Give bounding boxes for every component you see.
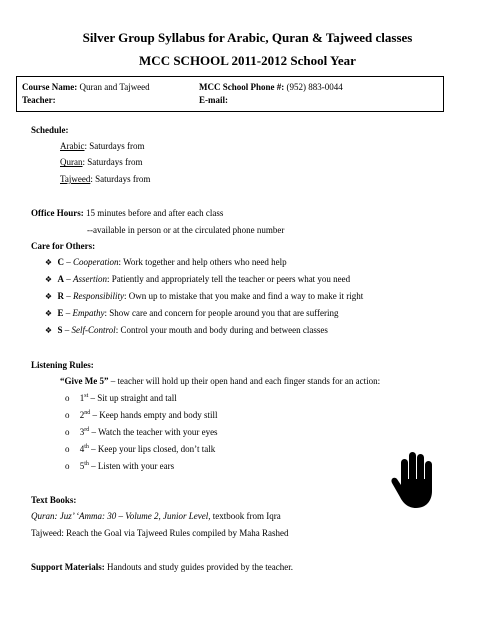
- care-letter: S: [57, 325, 63, 335]
- care-letter: C: [57, 257, 64, 267]
- office-hours-label: Office Hours:: [31, 208, 84, 218]
- office-hours-text: 15 minutes before and after each class: [83, 208, 224, 218]
- care-item: ❖ E – Empathy: Show care and concern for people around you that are suffering: [44, 308, 339, 318]
- support-materials-line: [31, 562, 293, 572]
- phone-line: [199, 82, 343, 92]
- schedule-item: [60, 141, 145, 151]
- rule-number: 4: [79, 444, 85, 454]
- course-name-line: [22, 82, 150, 92]
- care-item: ❖ C – Cooperation: Work together and help others who need help: [44, 257, 287, 267]
- care-term: Responsibility: [73, 291, 124, 301]
- office-hours-line: [31, 208, 223, 218]
- rule-number: 1: [79, 393, 85, 403]
- circle-bullet-icon: o: [65, 393, 70, 403]
- listening-item: [65, 410, 217, 420]
- support-materials-text: Handouts and study guides provided by the teacher.: [104, 562, 293, 572]
- care-term: Cooperation: [73, 257, 119, 267]
- rule-ordinal: nd: [84, 410, 91, 416]
- rule-number: 3: [79, 427, 85, 437]
- diamond-bullet-icon: ❖: [44, 292, 53, 301]
- books-line-quran: [31, 511, 281, 521]
- care-term: Self-Control: [71, 325, 116, 335]
- books-heading: Text Books:: [31, 495, 77, 505]
- diamond-bullet-icon: ❖: [44, 258, 53, 267]
- quran-book-source: textbook from Iqra: [210, 511, 281, 521]
- books-line-tajweed: Tajweed: Reach the Goal via Tajweed Rules compiled by Maha Rashed: [31, 528, 289, 538]
- rule-text: – Keep your lips closed, don’t talk: [88, 444, 216, 454]
- schedule-heading: Schedule:: [31, 125, 69, 135]
- course-info-box: [16, 76, 444, 112]
- raised-hand-icon: [388, 449, 442, 509]
- care-text: : Patiently and appropriately tell the teacher or peers what you need: [107, 274, 351, 284]
- phone-label: MCC School Phone #:: [199, 82, 285, 92]
- rule-text: – Listen with your ears: [88, 461, 175, 471]
- course-name-value: Quran and Tajweed: [79, 82, 150, 92]
- give-me-five-label: “Give Me 5”: [60, 376, 109, 386]
- rule-ordinal: th: [84, 444, 89, 450]
- circle-bullet-icon: o: [65, 444, 70, 454]
- care-text: : Work together and help others who need help: [118, 257, 287, 267]
- care-text: : Control your mouth and body during and between classes: [115, 325, 328, 335]
- office-hours-note: --available in person or at the circulated phone number: [87, 225, 285, 235]
- care-heading: Care for Others:: [31, 241, 96, 251]
- support-materials-label: Support Materials:: [31, 562, 105, 572]
- schedule-item: [60, 174, 150, 184]
- listening-item: [65, 444, 215, 454]
- schedule-item: [60, 157, 143, 167]
- care-letter: R: [57, 291, 64, 301]
- care-letter: E: [57, 308, 64, 318]
- schedule-text: : Saturdays from: [90, 174, 151, 184]
- rule-ordinal: th: [84, 461, 89, 467]
- rule-text: – Watch the teacher with your eyes: [89, 427, 218, 437]
- schedule-subject: Arabic: [60, 141, 85, 151]
- teacher-label: Teacher:: [22, 95, 56, 105]
- care-term: Assertion: [73, 274, 108, 284]
- schedule-text: : Saturdays from: [82, 157, 143, 167]
- care-item: ❖ S – Self-Control: Control your mouth and body during and between classes: [44, 325, 328, 335]
- rule-ordinal: st: [84, 393, 89, 399]
- rule-number: 2: [79, 410, 85, 420]
- rule-text: – Sit up straight and tall: [88, 393, 177, 403]
- listening-intro-text: – teacher will hold up their open hand and each finger stands for an action:: [108, 376, 381, 386]
- care-text: : Own up to mistake that you make and find a way to make it right: [124, 291, 364, 301]
- listening-intro: [60, 376, 380, 386]
- care-letter: A: [57, 274, 64, 284]
- email-label: E-mail:: [199, 95, 228, 105]
- listening-heading: Listening Rules:: [31, 360, 94, 370]
- care-term: Empathy: [72, 308, 105, 318]
- rule-text: – Keep hands empty and body still: [90, 410, 218, 420]
- diamond-bullet-icon: ❖: [44, 275, 53, 284]
- circle-bullet-icon: o: [65, 410, 70, 420]
- schedule-subject: Tajweed: [60, 174, 91, 184]
- rule-ordinal: rd: [84, 427, 90, 433]
- care-item: ❖ A – Assertion: Patiently and appropriately tell the teacher or peers what you need: [44, 274, 351, 284]
- phone-value: (952) 883-0044: [286, 82, 343, 92]
- care-item: ❖ R – Responsibility: Own up to mistake that you make and find a way to make it right: [44, 291, 364, 301]
- listening-item: [65, 461, 174, 471]
- circle-bullet-icon: o: [65, 461, 70, 471]
- circle-bullet-icon: o: [65, 427, 70, 437]
- schedule-subject: Quran: [60, 157, 83, 167]
- care-text: : Show care and concern for people around you that are suffering: [104, 308, 339, 318]
- rule-number: 5: [79, 461, 85, 471]
- quran-book-title: Quran: Juz’ ‘Amma: 30 – Volume 2, Junior Level,: [31, 511, 211, 521]
- document-subtitle: MCC SCHOOL 2011-2012 School Year: [139, 53, 356, 68]
- course-name-label: Course Name:: [22, 82, 78, 92]
- document-title: Silver Group Syllabus for Arabic, Quran & Tajweed classes: [82, 30, 413, 45]
- listening-item: [65, 427, 218, 437]
- diamond-bullet-icon: ❖: [44, 326, 53, 335]
- schedule-text: : Saturdays from: [84, 141, 145, 151]
- diamond-bullet-icon: ❖: [44, 309, 53, 318]
- listening-item: [65, 393, 177, 403]
